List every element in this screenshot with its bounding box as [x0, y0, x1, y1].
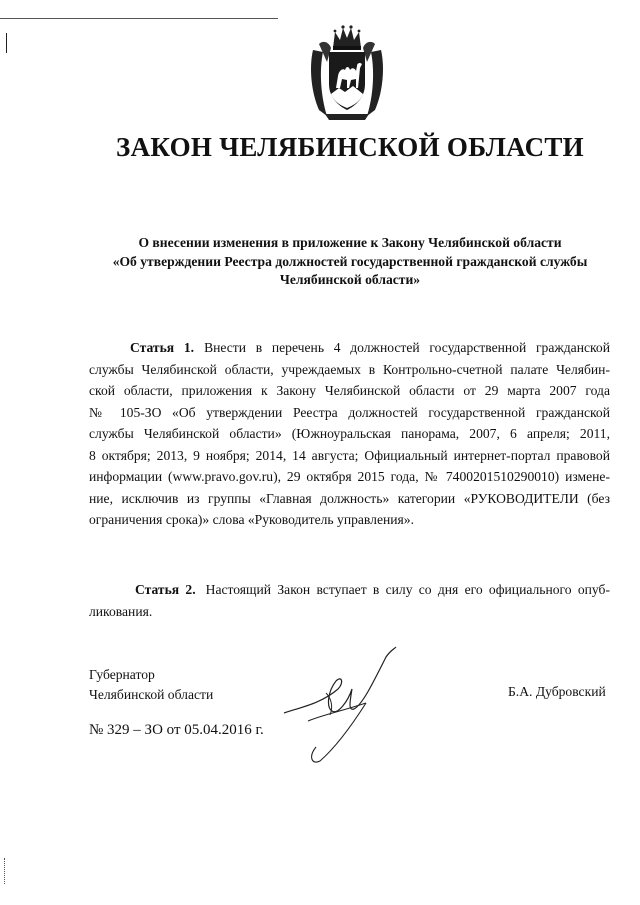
article-2-line: ликования. [89, 603, 153, 619]
signer-name: Б.А. Дубровский [508, 684, 606, 699]
article-1-heading: Статья 1. [130, 340, 195, 355]
law-number: № 329 – ЗО от 05.04.2016 г. [89, 722, 264, 738]
position-line: Челябинской области [89, 686, 214, 702]
article-1 [89, 337, 610, 531]
article-2-heading: Статья 2. [135, 582, 196, 597]
chelyabinsk-coat-of-arms-icon [309, 22, 385, 122]
subject-line: О внесении изменения в приложение к Закону Челябинской области [138, 235, 562, 250]
article-1-line: ние, исключив из группы «Главная должность» категории «РУКОВОДИТЕЛИ (без [89, 490, 610, 506]
article-1-line: службы Челябинской области, учреждаемых в Контрольно-счетной палате Челябин- [89, 361, 610, 377]
document-title: ЗАКОН ЧЕЛЯБИНСКОЙ ОБЛАСТИ [116, 132, 584, 162]
article-1-line: № 105-ЗО «Об утверждении Реестра должностей государственной гражданской [89, 404, 610, 420]
article-1-line: Статья 1. Внести в перечень 4 должностей государственной гражданской [130, 340, 610, 355]
article-1-line: ограничения срока)» слова «Руководитель управления». [89, 512, 414, 527]
subject-line: Челябинской области» [279, 272, 421, 287]
article-1-line: службы Челябинской области» (Южноуральская панорама, 2007, 6 апреля; 2011, [89, 426, 610, 441]
law-subject [60, 234, 640, 290]
left-dotted-mark [4, 858, 6, 884]
article-1-line: информации (www.pravo.gov.ru), 29 октября 2015 года, № 7400201510290010) измене- [89, 469, 610, 484]
handwritten-signature [282, 645, 402, 765]
top-rule [0, 18, 278, 19]
article-1-line: ской области, приложения к Закону Челябинской области от 29 марта 2007 года [89, 383, 610, 398]
signer-position [89, 665, 213, 704]
article-1-line: 8 октября; 2013, 9 ноября; 2014, 14 августа; Официальный интернет-портал правовой [89, 447, 610, 463]
article-2-line: Статья 2. Настоящий Закон вступает в силу со дня его официального опуб- [135, 582, 610, 597]
position-line: Губернатор [89, 667, 155, 682]
subject-line: «Об утверждении Реестра должностей государственной гражданской службы [112, 253, 588, 269]
left-margin-mark [6, 33, 7, 53]
article-2 [89, 579, 610, 622]
